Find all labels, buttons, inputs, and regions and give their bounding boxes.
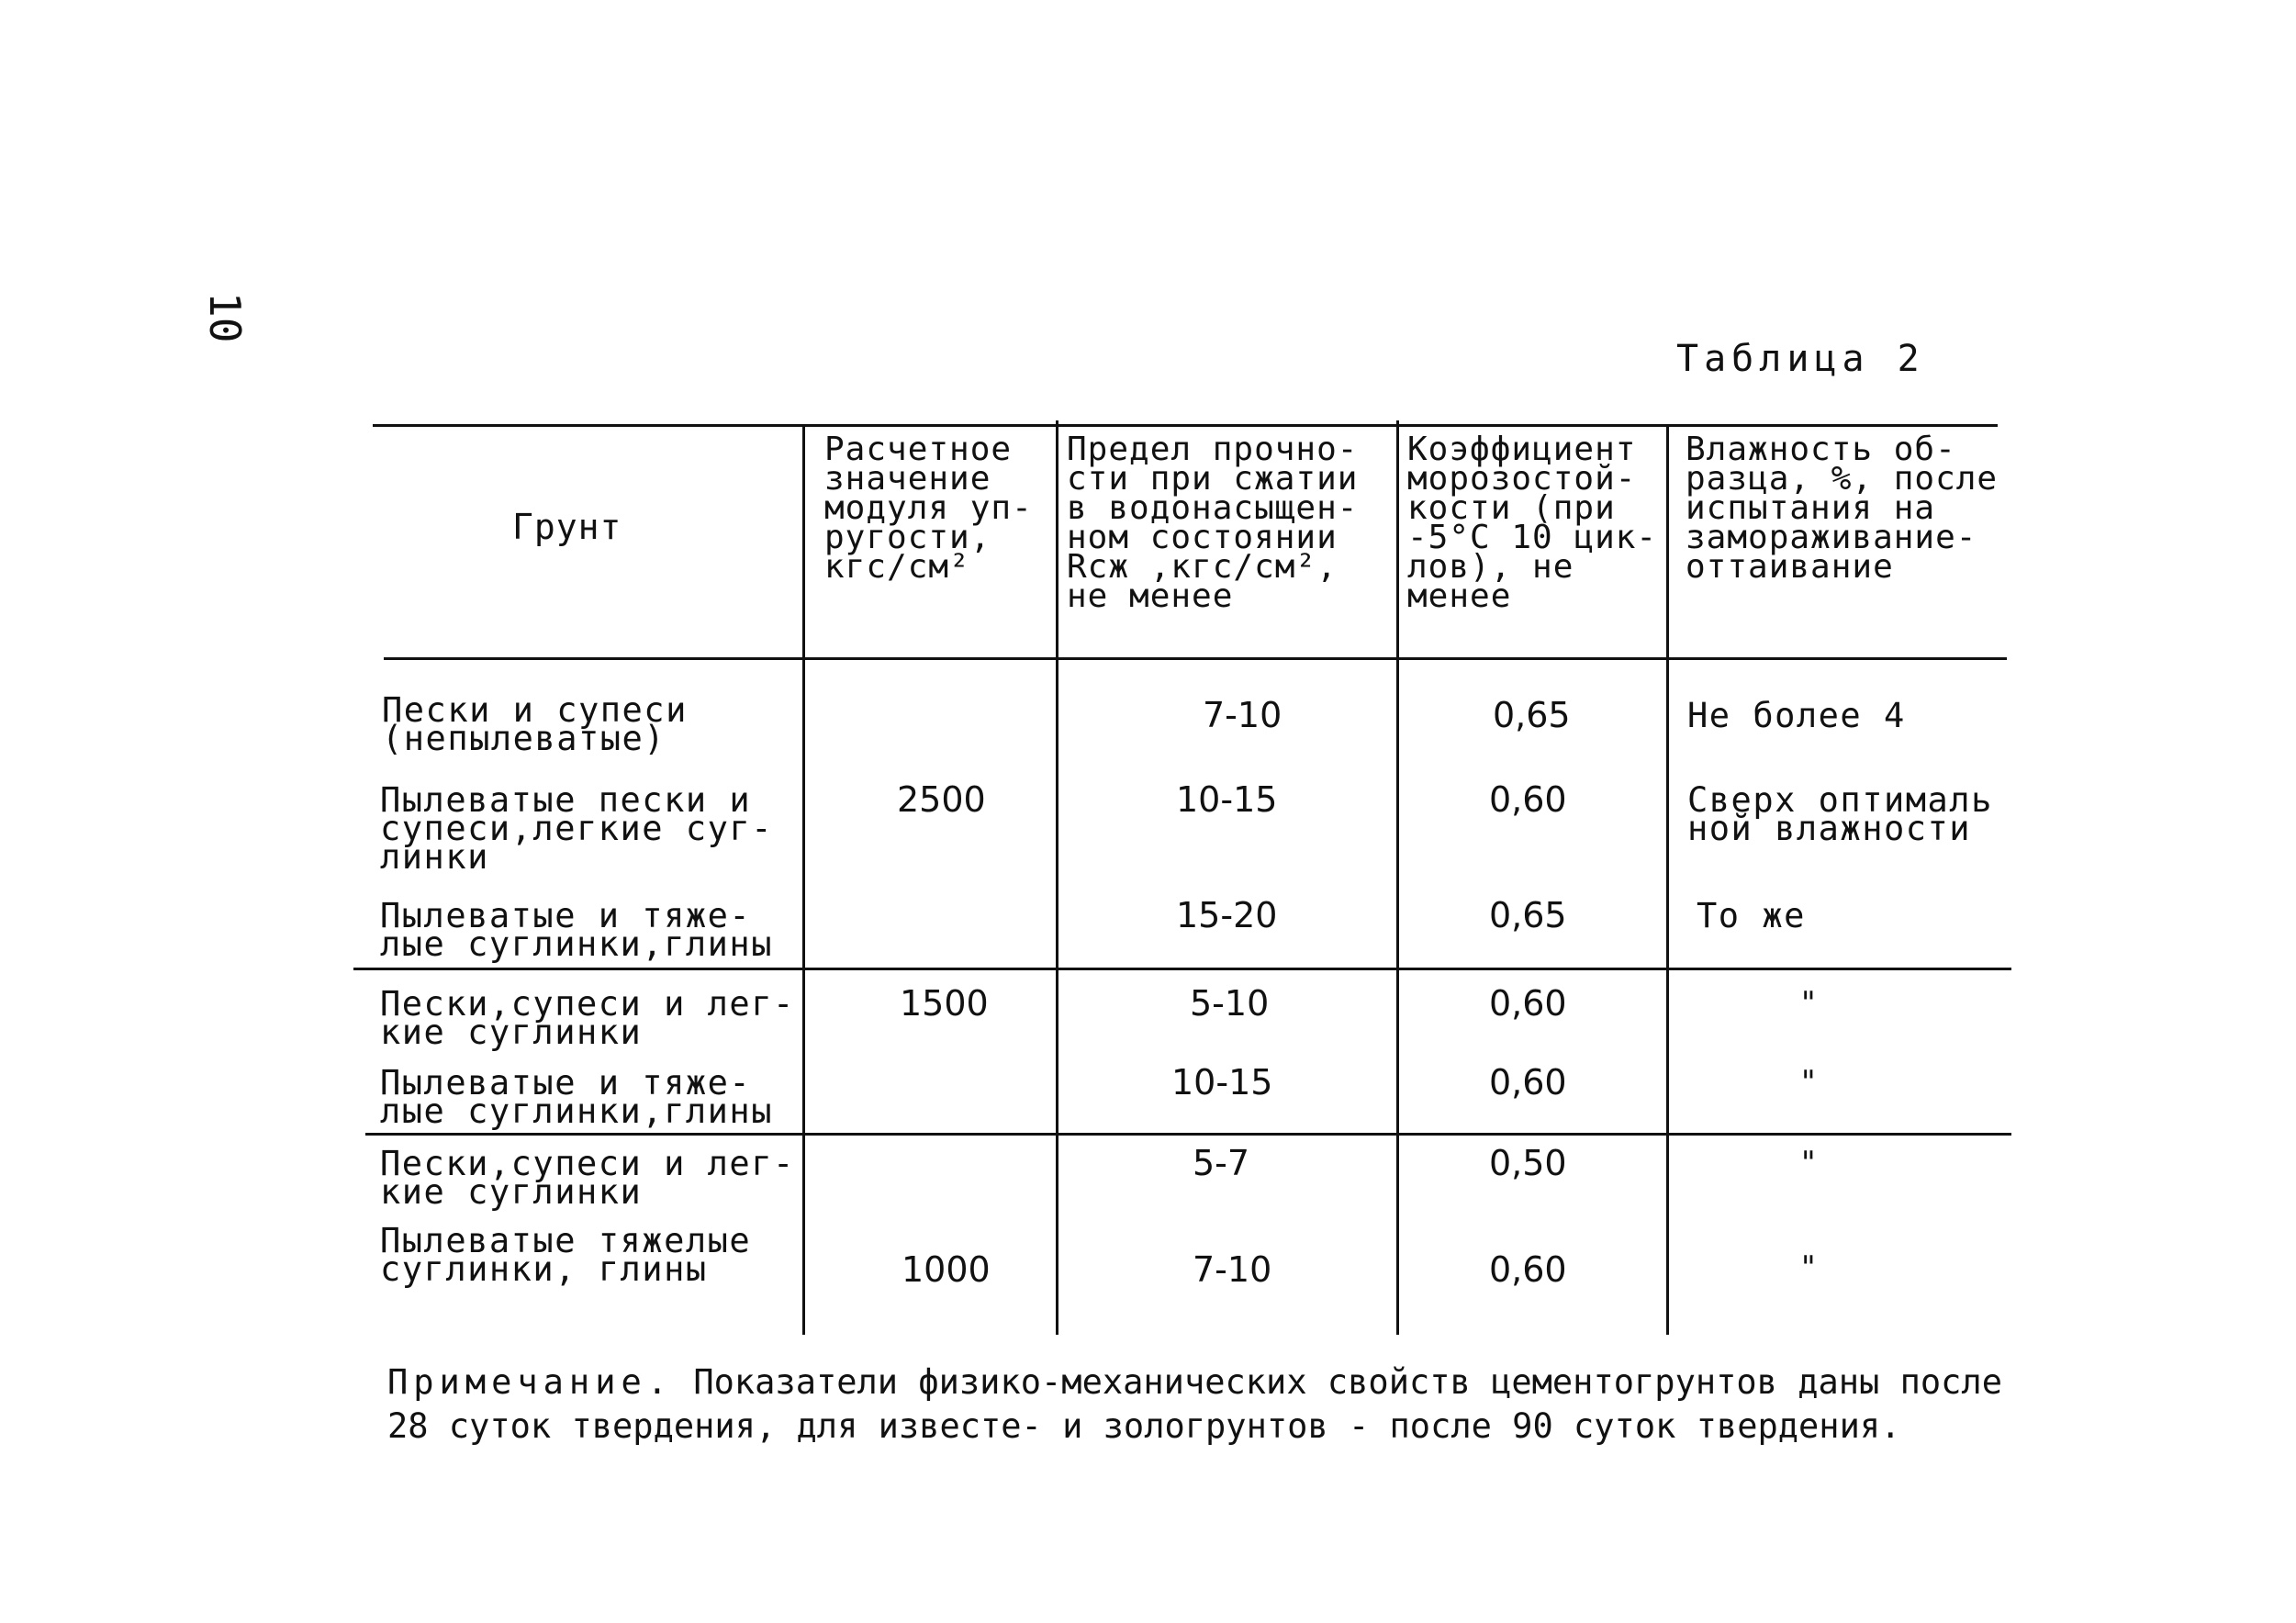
- modulus-value: 1500: [900, 983, 989, 1024]
- frost-coefficient-value: 0,65: [1493, 695, 1571, 735]
- note-label: Примечание.: [387, 1362, 674, 1402]
- soil-cell: Пылеватые и тяже- лые суглинки,глины: [380, 896, 773, 964]
- table-top-rule: [373, 424, 1998, 427]
- soil-cell: Пески,супеси и лег- кие суглинки: [380, 1144, 795, 1212]
- frost-coefficient-value: 0,60: [1489, 1062, 1567, 1103]
- soil-cell: Пески,супеси и лег- кие суглинки: [380, 984, 795, 1052]
- column-divider-1: [802, 424, 805, 1335]
- header-moisture: Влажность об- разца, %, после испытания на замораживание- оттаивание: [1686, 431, 1999, 586]
- table-caption: Таблица 2: [1676, 338, 1925, 380]
- header-modulus: Расчетное значение модуля уп- ругости, кгс/см²: [824, 431, 1033, 586]
- table-note: [387, 1360, 2012, 1449]
- column-divider-3: [1396, 420, 1399, 1335]
- soil-cell: Пылеватые пески и супеси,легкие суг- линки: [380, 780, 773, 877]
- strength-value: 5-7: [1193, 1143, 1250, 1183]
- modulus-value: 1000: [902, 1249, 991, 1290]
- soil-cell: Пылеватые тяжелые суглинки, глины: [380, 1221, 752, 1289]
- strength-value: 7-10: [1193, 1249, 1272, 1290]
- header-soil: Грунт: [512, 507, 622, 547]
- header-frost-coefficient: Коэффициент морозостой- кости (при -5°С 10 цик- лов), не менее: [1407, 431, 1658, 615]
- strength-value: 10-15: [1176, 779, 1278, 820]
- column-divider-4: [1666, 424, 1669, 1335]
- group-divider-1: [353, 968, 2011, 970]
- ditto-mark: ": [1801, 1064, 1818, 1101]
- frost-coefficient-value: 0,60: [1489, 779, 1567, 820]
- soil-cell: Пылеватые и тяже- лые суглинки,глины: [380, 1063, 773, 1131]
- strength-value: 5-10: [1190, 983, 1270, 1024]
- header-strength: Предел прочно- сти при сжатии в водонасыщен- ном состоянии Rсж ,кгс/см², не менее: [1067, 431, 1359, 615]
- moisture-value: Сверх оптималь ной влажности: [1687, 780, 1993, 848]
- column-divider-2: [1056, 420, 1058, 1335]
- strength-value: 15-20: [1176, 895, 1278, 935]
- group-divider-2: [365, 1133, 2011, 1136]
- header-bottom-rule: [384, 657, 2007, 660]
- frost-coefficient-value: 0,65: [1489, 895, 1567, 935]
- strength-value: 7-10: [1203, 695, 1282, 735]
- frost-coefficient-value: 0,50: [1489, 1143, 1567, 1183]
- frost-coefficient-value: 0,60: [1489, 1249, 1567, 1290]
- page-number: 10: [200, 292, 250, 343]
- moisture-value: То же: [1697, 896, 1806, 935]
- modulus-value: 2500: [897, 779, 986, 820]
- ditto-mark: ": [1801, 1249, 1818, 1286]
- moisture-value: Не более 4: [1687, 696, 1906, 735]
- note-text: Показатели физико-механических свойств цементогрунтов даны после 28 суток твердения, для известе- и зологрунтов - после 90 суток твердения.: [387, 1362, 2002, 1446]
- strength-value: 10-15: [1171, 1062, 1273, 1103]
- soil-cell: Пески и супеси (непылеватые): [382, 690, 688, 758]
- ditto-mark: ": [1801, 1145, 1818, 1181]
- frost-coefficient-value: 0,60: [1489, 983, 1567, 1024]
- ditto-mark: ": [1801, 985, 1818, 1022]
